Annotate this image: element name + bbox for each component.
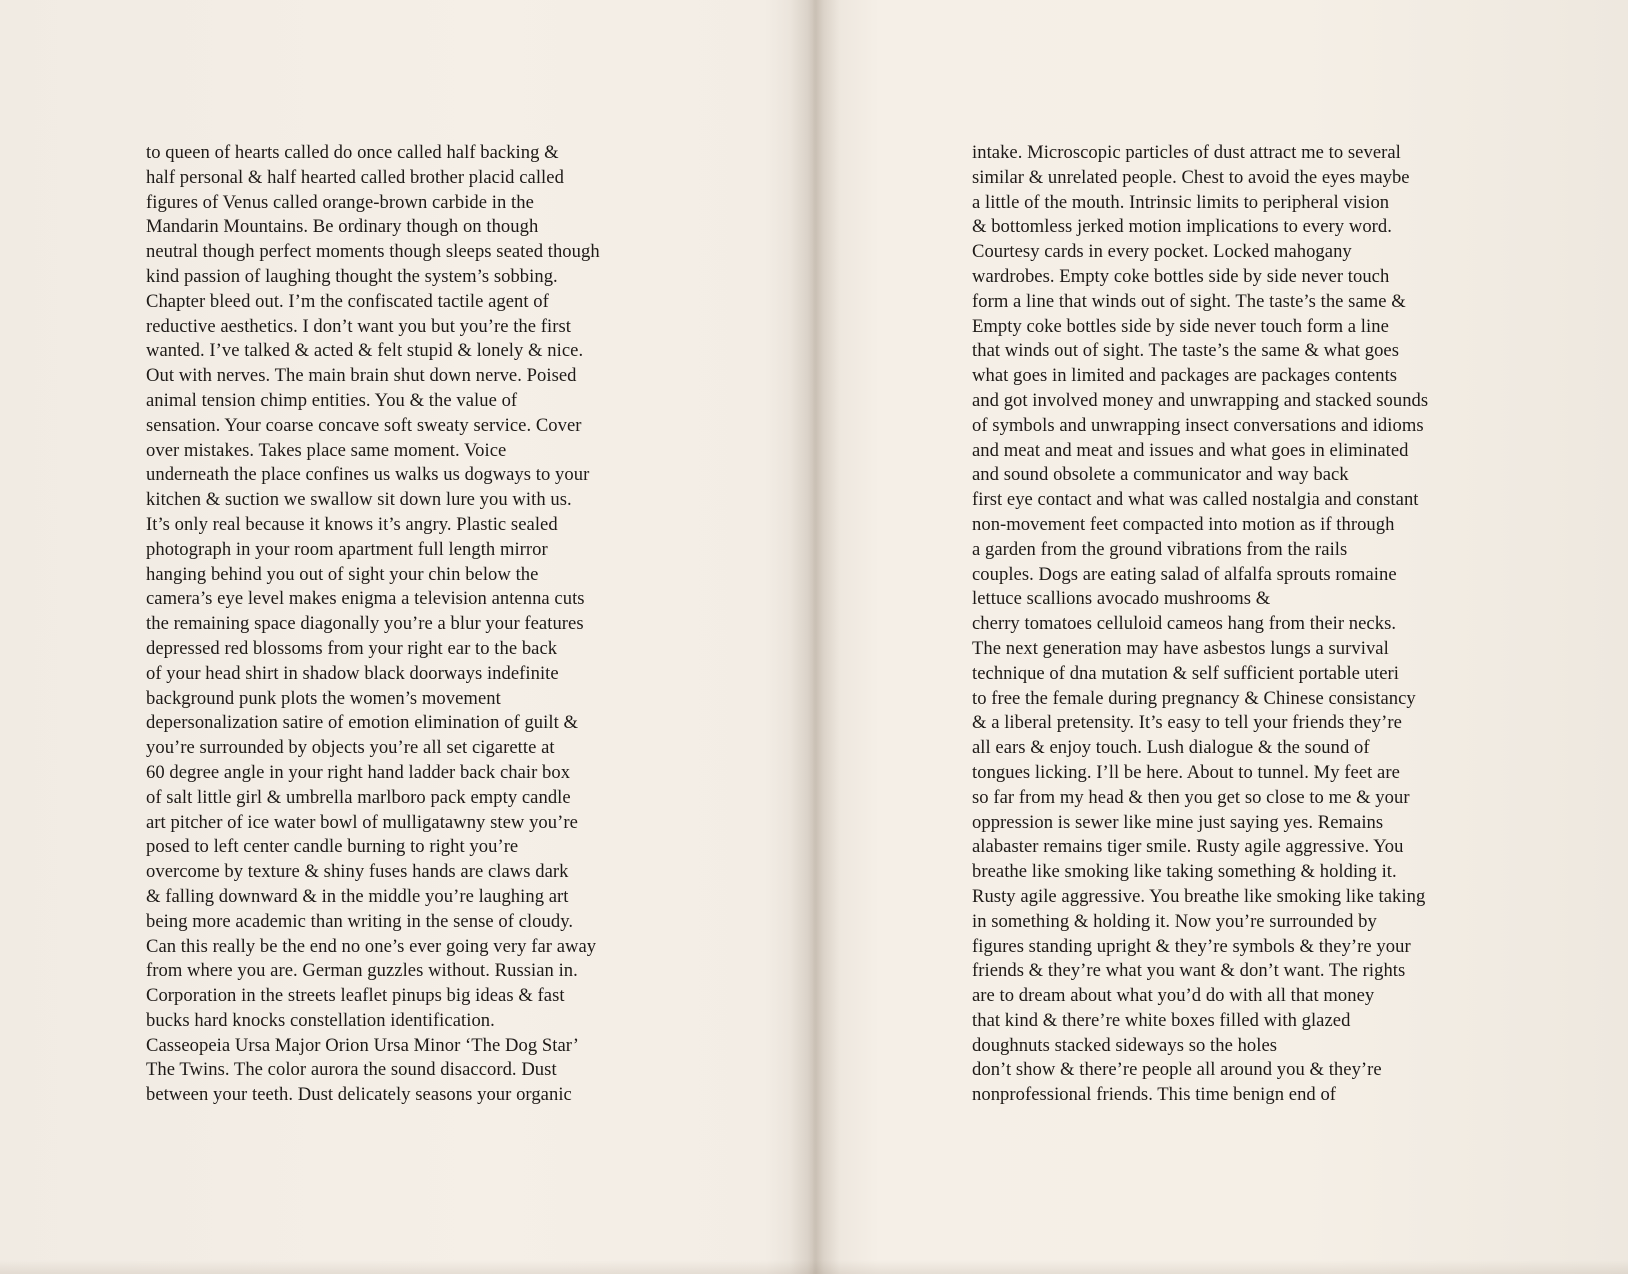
text-line: underneath the place confines us walks us dogways to your (146, 464, 590, 486)
page-bottom-edge (0, 1260, 1628, 1274)
text-line: doughnuts stacked sideways so the holes (972, 1034, 1278, 1056)
text-line: that kind & there’re white boxes filled with glazed (972, 1009, 1351, 1031)
text-line: first eye contact and what was called nostalgia and constant (972, 489, 1419, 511)
text-line: what goes in limited and packages are packages contents (972, 365, 1398, 387)
text-line: non-movement feet compacted into motion as if through (972, 513, 1395, 535)
text-line: Casseopeia Ursa Major Orion Ursa Minor ‘The Dog Star’ (146, 1034, 579, 1056)
text-line: overcome by texture & shiny fuses hands are claws dark (146, 861, 569, 883)
text-line: tongues licking. I’ll be here. About to tunnel. My feet are (972, 761, 1400, 783)
text-line: posed to left center candle burning to right you’re (146, 836, 519, 858)
text-line: form a line that winds out of sight. The taste’s the same & (972, 290, 1406, 312)
text-line: & falling downward & in the middle you’re laughing art (146, 885, 569, 907)
text-line: depersonalization satire of emotion elimination of guilt & (146, 712, 578, 734)
text-line: being more academic than writing in the sense of cloudy. (146, 910, 574, 932)
text-line: and sound obsolete a communicator and way back (972, 464, 1349, 486)
text-line: from where you are. German guzzles without. Russian in. (146, 960, 578, 982)
text-line: Corporation in the streets leaflet pinups big ideas & fast (146, 985, 565, 1007)
text-line: of symbols and unwrapping insect conversations and idioms (972, 414, 1424, 436)
text-line: figures standing upright & they’re symbols & they’re your (972, 935, 1411, 957)
text-line: reductive aesthetics. I don’t want you but you’re the first (146, 315, 571, 337)
right-page (972, 141, 1552, 1108)
text-line: camera’s eye level makes enigma a television antenna cuts (146, 588, 585, 610)
text-line: so far from my head & then you get so close to me & your (972, 786, 1410, 808)
text-line: in something & holding it. Now you’re surrounded by (972, 910, 1377, 932)
text-line: alabaster remains tiger smile. Rusty agile aggressive. You (972, 836, 1404, 858)
text-line: of salt little girl & umbrella marlboro pack empty candle (146, 786, 571, 808)
text-line: 60 degree angle in your right hand ladder back chair box (146, 761, 571, 783)
text-line: background punk plots the women’s movement (146, 687, 501, 709)
text-line: art pitcher of ice water bowl of mulligatawny stew you’re (146, 811, 578, 833)
text-line: that winds out of sight. The taste’s the same & what goes (972, 340, 1400, 362)
text-line: between your teeth. Dust delicately seasons your organic (146, 1084, 572, 1106)
text-line: neutral though perfect moments though sleeps seated though (146, 241, 600, 263)
text-line: Mandarin Mountains. Be ordinary though on though (146, 216, 539, 238)
text-line: cherry tomatoes celluloid cameos hang from their necks. (972, 613, 1397, 635)
text-line: to free the female during pregnancy & Chinese consistancy (972, 687, 1416, 709)
book-spine (790, 0, 840, 1274)
text-line: Out with nerves. The main brain shut down nerve. Poised (146, 365, 577, 387)
left-page (146, 141, 726, 1108)
text-line: Can this really be the end no one’s ever going very far away (146, 935, 597, 957)
text-line: you’re surrounded by objects you’re all set cigarette at (146, 737, 555, 759)
text-line: & bottomless jerked motion implications to every word. (972, 216, 1392, 238)
text-line: couples. Dogs are eating salad of alfalfa sprouts romaine (972, 563, 1397, 585)
text-line: Chapter bleed out. I’m the confiscated tactile agent of (146, 290, 549, 312)
text-line: kitchen & suction we swallow sit down lure you with us. (146, 489, 572, 511)
text-line: wanted. I’ve talked & acted & felt stupid & lonely & nice. (146, 340, 584, 362)
text-line: animal tension chimp entities. You & the value of (146, 389, 518, 411)
text-line: hanging behind you out of sight your chin below the (146, 563, 539, 585)
text-line: photograph in your room apartment full length mirror (146, 538, 548, 560)
text-line: & a liberal pretensity. It’s easy to tell your friends they’re (972, 712, 1402, 734)
text-line: half personal & half hearted called brother placid called (146, 166, 564, 188)
text-line: a little of the mouth. Intrinsic limits to peripheral vision (972, 191, 1390, 213)
text-line: oppression is sewer like mine just saying yes. Remains (972, 811, 1384, 833)
text-line: the remaining space diagonally you’re a blur your features (146, 613, 584, 635)
text-line: over mistakes. Takes place same moment. Voice (146, 439, 507, 461)
text-line: breathe like smoking like taking something & holding it. (972, 861, 1397, 883)
text-line: kind passion of laughing thought the system’s sobbing. (146, 265, 558, 287)
text-line: depressed red blossoms from your right ear to the back (146, 637, 558, 659)
text-line: wardrobes. Empty coke bottles side by side never touch (972, 265, 1390, 287)
text-line: all ears & enjoy touch. Lush dialogue & the sound of (972, 737, 1370, 759)
text-line: to queen of hearts called do once called half backing & (146, 142, 559, 163)
text-line: Empty coke bottles side by side never touch form a line (972, 315, 1389, 337)
text-line: don’t show & there’re people all around you & they’re (972, 1059, 1382, 1081)
text-line: Courtesy cards in every pocket. Locked mahogany (972, 241, 1352, 263)
text-line: figures of Venus called orange-brown carbide in the (146, 191, 534, 213)
text-line: and got involved money and unwrapping and stacked sounds (972, 389, 1429, 411)
text-line: lettuce scallions avocado mushrooms & (972, 588, 1271, 610)
text-line: The Twins. The color aurora the sound disaccord. Dust (146, 1059, 557, 1081)
text-line: similar & unrelated people. Chest to avoid the eyes maybe (972, 166, 1410, 188)
text-line: friends & they’re what you want & don’t want. The rights (972, 960, 1406, 982)
text-line: The next generation may have asbestos lungs a survival (972, 637, 1389, 659)
text-line: a garden from the ground vibrations from the rails (972, 538, 1348, 560)
text-line: nonprofessional friends. This time benign end of (972, 1084, 1337, 1106)
text-line: technique of dna mutation & self sufficient portable uteri (972, 662, 1399, 684)
text-line: of your head shirt in shadow black doorways indefinite (146, 662, 559, 684)
text-line: It’s only real because it knows it’s angry. Plastic sealed (146, 513, 558, 535)
text-line: bucks hard knocks constellation identification. (146, 1009, 495, 1031)
text-line: are to dream about what you’d do with all that money (972, 985, 1375, 1007)
text-line: sensation. Your coarse concave soft sweaty service. Cover (146, 414, 582, 436)
text-line: Rusty agile aggressive. You breathe like smoking like taking (972, 885, 1426, 907)
text-line: intake. Microscopic particles of dust attract me to several (972, 142, 1401, 163)
text-line: and meat and meat and issues and what goes in eliminated (972, 439, 1409, 461)
